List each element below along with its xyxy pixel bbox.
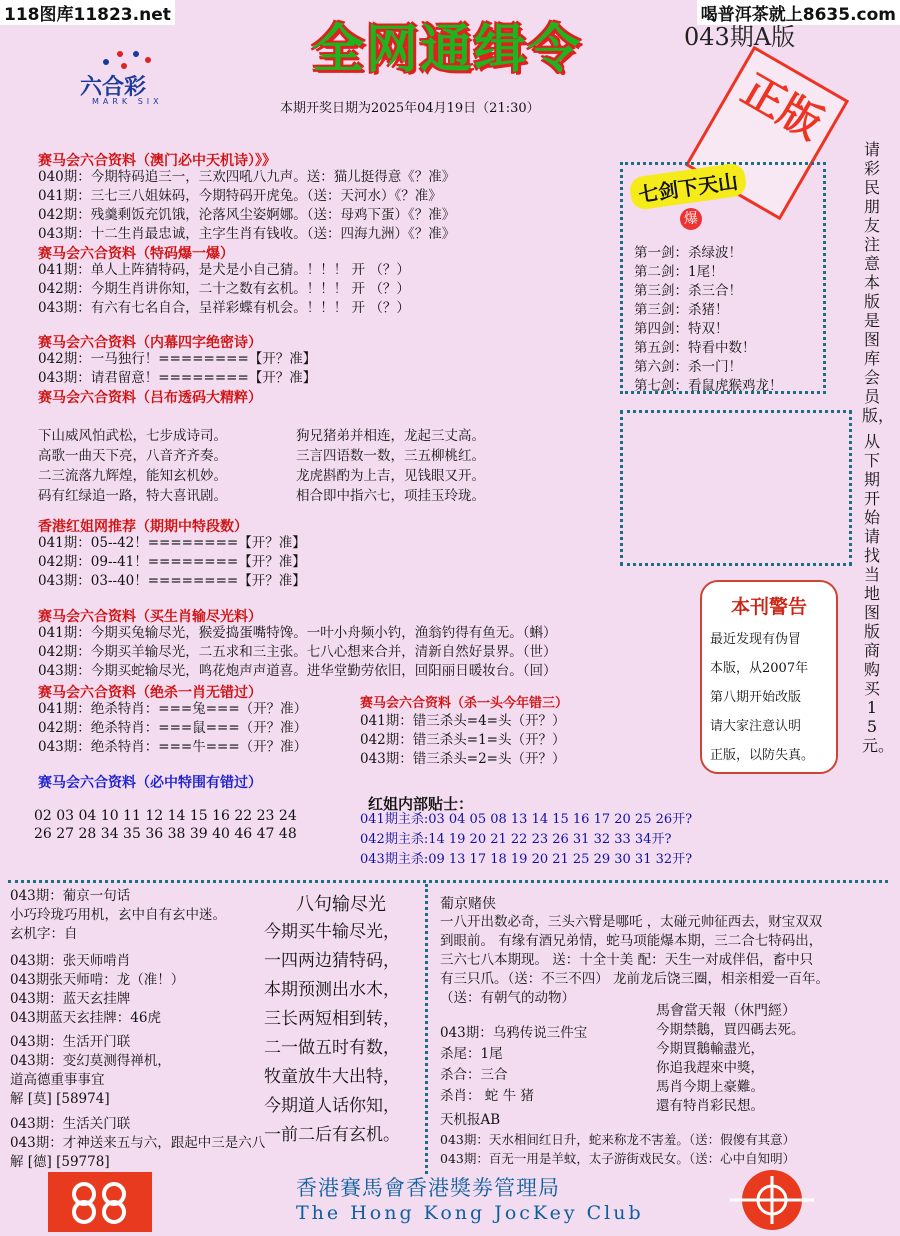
block9-row1: 02 03 04 10 11 12 14 15 16 22 23 24 xyxy=(34,808,297,824)
poem-title: 八句输尽光 xyxy=(296,894,386,915)
list-item: 042期：09--41！========【开？准】 xyxy=(38,554,306,570)
list-item: 高歌一曲天下亮，八音齐齐奏。 xyxy=(38,448,227,464)
paper-section xyxy=(652,1002,805,1116)
list-item: 041期：绝杀特肖：===兔===（开？准） xyxy=(38,701,308,717)
list-item: 043期：才神送来五与六，跟起中三是六八 xyxy=(10,1135,266,1151)
list-item: 牧童放牛大出特， xyxy=(264,1067,400,1087)
block1-title: 赛马会六合资料（澳门必中天机诗）》》 xyxy=(38,153,276,169)
list-item: 一四两边猜特码， xyxy=(264,951,400,971)
list-item: （送：有朝气的动物） xyxy=(440,990,575,1006)
list-item: 043期主杀:09 13 17 18 19 20 21 25 29 30 31 32开? xyxy=(360,852,693,867)
block7-title: 赛马会六合资料（绝杀一肖无错过） xyxy=(38,685,262,701)
list-item: 043期：03--40！========【开？准】 xyxy=(38,573,306,589)
list-item: 第一剑：杀绿波！ xyxy=(634,245,742,261)
warning-title: 本刊警告 xyxy=(730,596,807,618)
list-item: 小巧玲珑巧用机，玄中自有玄中迷。 xyxy=(10,907,226,923)
list-item: 一八开出数必奇，三头六臂是哪吒 ，太碰元帅征西去，财宝双双 xyxy=(440,914,823,930)
list-item: 本期预测出水木， xyxy=(264,980,400,1000)
footer-chinese: 香港賽馬會香港獎劵管理局 xyxy=(296,1176,560,1200)
list-item: 杀合：三合 xyxy=(440,1067,508,1083)
list-item: 狗兄猪弟并相连，龙起三丈高。 xyxy=(296,428,485,444)
list-item: 今期道人话你知， xyxy=(264,1096,400,1116)
list-item: 041期主杀:03 04 05 08 13 14 15 16 17 20 25 26开? xyxy=(360,812,693,827)
list-item: 杀肖： 蛇 牛 猪 xyxy=(440,1088,534,1104)
genuine-stamp-text: 正版 xyxy=(733,64,831,149)
logo-subtext: MARK SIX xyxy=(92,97,163,106)
list-item: 一前二后有玄机。 xyxy=(264,1125,400,1145)
list-item: 043期：生活关门联 xyxy=(10,1116,131,1132)
block10-lines xyxy=(360,810,692,870)
poem-lines xyxy=(264,918,400,1150)
list-item: 你追我趕來中獎， xyxy=(656,1060,764,1076)
bottom-left-group-4 xyxy=(10,1115,265,1172)
side-notice-col2: 从下期开始请找当地图版商购买15元。 xyxy=(862,432,895,755)
list-item: 043期：有六有七名自合，呈祥彩蝶有机会。！！！ 开 （？） xyxy=(38,300,410,316)
list-item: 043期：绝杀特肖：===牛===（开？准） xyxy=(38,739,308,755)
block3-lines xyxy=(38,350,316,388)
list-item: 有三只爪。（送：不三不四） 龙前龙后饶三圈，相亲相爱一百年。 xyxy=(440,971,830,987)
list-item: 到眼前。 有缘有酒兄弟情，蛇马项能爆本期，三二合七特码出， xyxy=(440,933,823,949)
tianji-section xyxy=(440,1111,795,1168)
site-left-label: 118图库11823.net xyxy=(0,0,175,25)
list-item: 今期买牛输尽光， xyxy=(264,922,400,942)
swords-title: 七剑下天山 xyxy=(628,162,747,211)
bottom-left-group-2 xyxy=(10,952,184,1028)
bottom-left-group-3 xyxy=(10,1033,171,1109)
block7-lines xyxy=(38,700,307,757)
hkjc-emblem-icon xyxy=(720,1168,824,1232)
list-item: 043期：葡京一句话 xyxy=(10,888,131,904)
list-item: 042期：绝杀特肖：===鼠===（开？准） xyxy=(38,720,308,736)
list-item: 天机报AB xyxy=(440,1112,501,1128)
block4-title: 赛马会六合资料（吕布透码大精粹） xyxy=(38,390,262,406)
block6-lines xyxy=(38,624,557,681)
list-item: 043期：张天师啃肖 xyxy=(10,953,131,969)
list-item: 041期：单人上阵猜特码，是犬是小自己猜。！！！ 开 （？） xyxy=(38,262,410,278)
list-item: 最近发现有伪冒 xyxy=(710,632,802,647)
list-item: 043期：变幻莫测得禅机， xyxy=(10,1053,171,1069)
separator-vertical xyxy=(425,884,428,1174)
list-item: 043期张天师啃：龙（准！） xyxy=(10,972,185,988)
block2-title: 赛马会六合资料（特码爆一爆） xyxy=(38,246,234,262)
page-title: 全网通缉令 xyxy=(311,20,582,80)
list-item: 请大家注意认明 xyxy=(710,719,802,734)
hkjc-left-logo xyxy=(48,1172,152,1232)
list-item: 今期買鵝輸盡光， xyxy=(656,1041,764,1057)
list-item: 043期：请君留意！========【开？准】 xyxy=(38,370,317,386)
site-right-label: 喝普洱茶就上8635.com xyxy=(697,0,900,25)
list-item: 龙虎斟酌为上吉，见钱眼又开。 xyxy=(296,468,485,484)
list-item: 043期蓝天玄挂牌：46虎 xyxy=(10,1010,161,1026)
block6-title: 赛马会六合资料（买生肖输尽光料） xyxy=(38,609,262,625)
block4-left xyxy=(38,426,227,506)
list-item: 041期：今期买兔输尽光，猴爱捣蛋嘴特馋。一叶小舟频小钓，渔翁钓得有鱼无。（蝌） xyxy=(38,625,557,641)
list-item: 第三剑：杀三合！ xyxy=(634,283,742,299)
blank-panel xyxy=(620,410,852,566)
block5-title: 香港红姐网推荐（期期中特段数） xyxy=(38,519,248,535)
list-item: 第二剑：1尾！ xyxy=(634,264,724,280)
list-item: 杀尾：1尾 xyxy=(440,1046,503,1062)
list-item: 043期：蓝天玄挂牌 xyxy=(10,991,131,1007)
gambler-title: 葡京赌侠 xyxy=(440,896,496,912)
block9-title: 赛马会六合资料（必中特围有错过） xyxy=(38,775,262,791)
list-item: 043期：十二生肖最忠诚，主字生肖有钱收。（送：四海九洲）《？准》 xyxy=(38,226,456,242)
list-item: 040期：今期特码追三一，三欢四吼八九声。送：猫儿挺得意《？准》 xyxy=(38,169,456,185)
warning-lines xyxy=(702,619,836,770)
list-item: 第五剑：特看中数！ xyxy=(634,340,756,356)
hkjc-right-logo xyxy=(720,1168,824,1232)
list-item: 041期：三七三八姐妹码，今期特码开虎兔。（送：天河水）《？准》 xyxy=(38,188,442,204)
list-item: 043期：天水相间红日升，蛇来称龙不害羞。（送：假傻有其意） xyxy=(440,1132,796,1147)
block10-title: 红姐内部贴士： xyxy=(368,795,474,813)
list-item: 042期：一马独行！========【开？准】 xyxy=(38,351,317,367)
list-item: 還有特肖彩民想。 xyxy=(656,1098,764,1114)
crow-section xyxy=(440,1023,587,1107)
list-item: 玄机字：自 xyxy=(10,926,78,942)
bottom-left-group-1 xyxy=(10,887,226,944)
block3-title: 赛马会六合资料（内幕四字绝密诗） xyxy=(38,335,262,351)
issue-edition: 043期A版 xyxy=(684,23,796,51)
list-item: 043期：生活开门联 xyxy=(10,1034,131,1050)
list-item: 043期：今期买蛇输尽光，鸣花炮声声道喜。进华堂勤劳依旧，回阳丽日暖妆台。（回） xyxy=(38,663,557,679)
list-item: 041期：05--42！========【开？准】 xyxy=(38,535,306,551)
list-item: 相合即中指六七，项挂玉玲珑。 xyxy=(296,488,485,504)
paper-title: 馬會當天報（休門經） xyxy=(656,1003,796,1019)
list-item: 道高德重事事宜 xyxy=(10,1072,105,1088)
block8-title: 赛马会六合资料（杀一头今年错三） xyxy=(360,696,569,711)
list-item: 第三剑：杀猪！ xyxy=(634,302,729,318)
list-item: 042期：今期生肖讲你知，二十之数有玄机。！！！ 开 （？） xyxy=(38,281,410,297)
gambler-para xyxy=(440,913,829,1008)
list-item: 码有红绿追一路，特大喜讯剧。 xyxy=(38,488,227,504)
warning-box xyxy=(700,580,838,774)
list-item: 下山威风怕武松，七步成诗司。 xyxy=(38,428,227,444)
logo-text: 六合彩 xyxy=(80,75,147,100)
list-item: 042期主杀:14 19 20 21 22 23 26 31 32 33 34开? xyxy=(360,832,672,847)
hkjc-knot-icon xyxy=(48,1172,152,1232)
list-item: 042期：错三杀头=1=头（开？） xyxy=(360,732,566,748)
list-item: 三长两短相到转， xyxy=(264,1009,400,1029)
block1-lines xyxy=(38,168,455,244)
block9-row2: 26 27 28 34 35 36 38 39 40 46 47 48 xyxy=(34,826,297,842)
list-item: 042期：残羹剩饭充饥饿，沦落风尘姿婀娜。（送：母鸡下蛋）《？准》 xyxy=(38,207,456,223)
list-item: 今期禁鵝，買四碼去死。 xyxy=(656,1022,805,1038)
list-item: 馬肖今期上豪難。 xyxy=(656,1079,764,1095)
separator-horizontal xyxy=(8,880,888,883)
list-item: 第八期开始改版 xyxy=(710,690,802,705)
list-item: 三言四语数一数，三五柳桃红。 xyxy=(296,448,485,464)
block2-lines xyxy=(38,261,410,318)
footer-english: The Hong Kong JocKey Club xyxy=(296,1202,644,1224)
side-notice-col1: 请彩民朋友注意本版是图库会员版， xyxy=(862,140,895,425)
list-item: 三六七八本期现。 送：十全十美 配：天生一对成伴侣，畜中只 xyxy=(440,952,814,968)
list-item: 解 [莫] [58974] xyxy=(10,1091,110,1107)
block5-lines xyxy=(38,534,306,591)
list-item: 043期：乌鸦传说三件宝 xyxy=(440,1025,588,1041)
list-item: 042期：今期买羊输尽光，二五求和三主张。七八心想来合并，清新自然好景界。（世） xyxy=(38,644,557,660)
block4-right xyxy=(296,426,485,506)
list-item: 第七剑：看鼠虎猴鸡龙！ xyxy=(634,378,783,394)
list-item: 第四剑：特双！ xyxy=(634,321,729,337)
list-item: 二一做五时有数， xyxy=(264,1038,400,1058)
block8-lines xyxy=(360,712,565,769)
list-item: 解 [德] [59778] xyxy=(10,1154,110,1170)
list-item: 第六剑：杀一门！ xyxy=(634,359,742,375)
list-item: 二三流落九辉煌，能知玄机妙。 xyxy=(38,468,227,484)
draw-date: 本期开奖日期为2025年04月19日（21:30） xyxy=(280,101,540,116)
list-item: 本版，从2007年 xyxy=(710,661,809,676)
list-item: 043期：错三杀头=2=头（开？） xyxy=(360,751,566,767)
list-item: 043期：百无一用是羊蚊，太子游街戏民女。（送：心中自知明） xyxy=(440,1151,796,1166)
list-item: 正版，以防失真。 xyxy=(710,748,815,763)
swords-badge: 爆 xyxy=(680,208,702,230)
list-item: 041期：错三杀头=4=头（开？） xyxy=(360,713,566,729)
swords-lines xyxy=(634,244,783,396)
